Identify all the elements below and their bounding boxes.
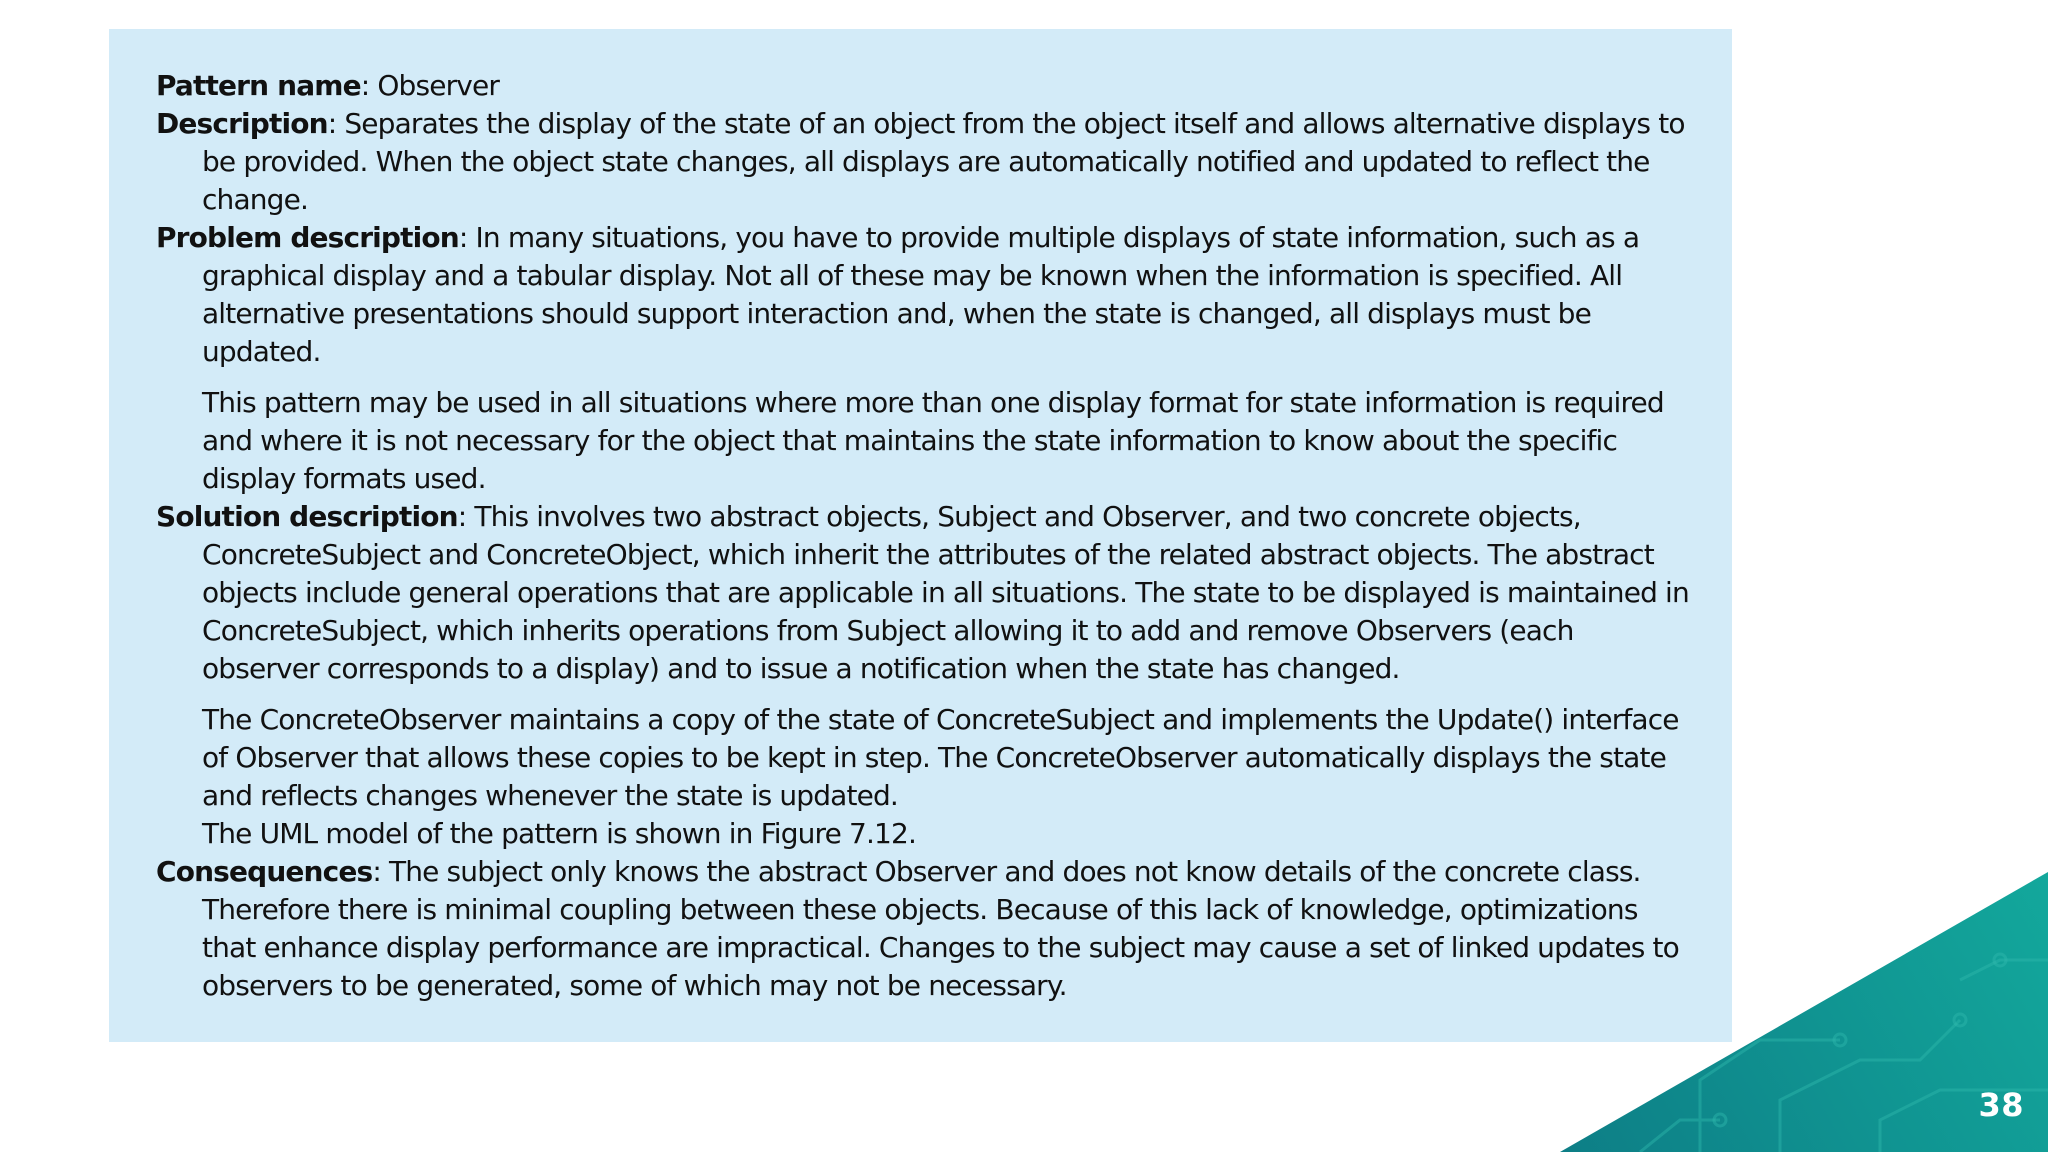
solution-description-label: Solution description — [156, 500, 458, 533]
consequences-entry — [156, 853, 1692, 1005]
problem-description-label: Problem description — [156, 221, 459, 254]
description-label: Description — [156, 107, 328, 140]
description-text: : Separates the display of the state of an object from the object itself and allows alternative displays to be provided. When the object state changes, all displays are automatically notified and updated to reflect the change. — [202, 107, 1685, 216]
solution-description-paragraph-3: The UML model of the pattern is shown in Figure 7.12. — [202, 817, 917, 850]
problem-description-text: : In many situations, you have to provide multiple displays of state information, such as a graphical display and a tabular display. Not all of these may be known when the information is specified. All alternative presentations should support interaction and, when the state is changed, all displays must be updated. — [202, 221, 1640, 368]
pattern-name-text: : Observer — [360, 69, 500, 102]
problem-description-paragraph-2: This pattern may be used in all situations where more than one display format for state information is required and where it is not necessary for the object that maintains the state information to know about the specific display formats used. — [202, 386, 1664, 495]
solution-description-entry — [156, 498, 1692, 688]
consequences-label: Consequences — [156, 855, 373, 888]
description-entry — [156, 105, 1692, 219]
page-number: 38 — [1978, 1086, 2024, 1124]
solution-description-paragraph-2: The ConcreteObserver maintains a copy of the state of ConcreteSubject and implements the Update() interface of Observer that allows these copies to be kept in step. The ConcreteObserver automatically displays the state and reflects changes whenever the state is updated. — [202, 703, 1679, 812]
solution-description-text: : This involves two abstract objects, Subject and Observer, and two concrete objects, ConcreteSubject and ConcreteObject, which inherit the attributes of the related abstract objects. The abstract objects include general operations that are applicable in all situations. The state to be displayed is maintained in ConcreteSubject, which inherits operations from Subject allowing it to add and remove Observers (each observer corresponds to a display) and to issue a notification when the state has changed. — [202, 500, 1689, 685]
problem-description-entry — [156, 219, 1692, 371]
pattern-description-box — [109, 29, 1732, 1042]
consequences-text: : The subject only knows the abstract Observer and does not know details of the concrete class. Therefore there is minimal coupling between these objects. Because of this lack of knowledge, optimizations that enhance display performance are impractical. Changes to the subject may cause a set of linked updates to observers to be generated, some of which may not be necessary. — [202, 855, 1679, 1002]
pattern-name-label: Pattern name — [156, 69, 361, 102]
pattern-name-entry — [156, 67, 1692, 105]
